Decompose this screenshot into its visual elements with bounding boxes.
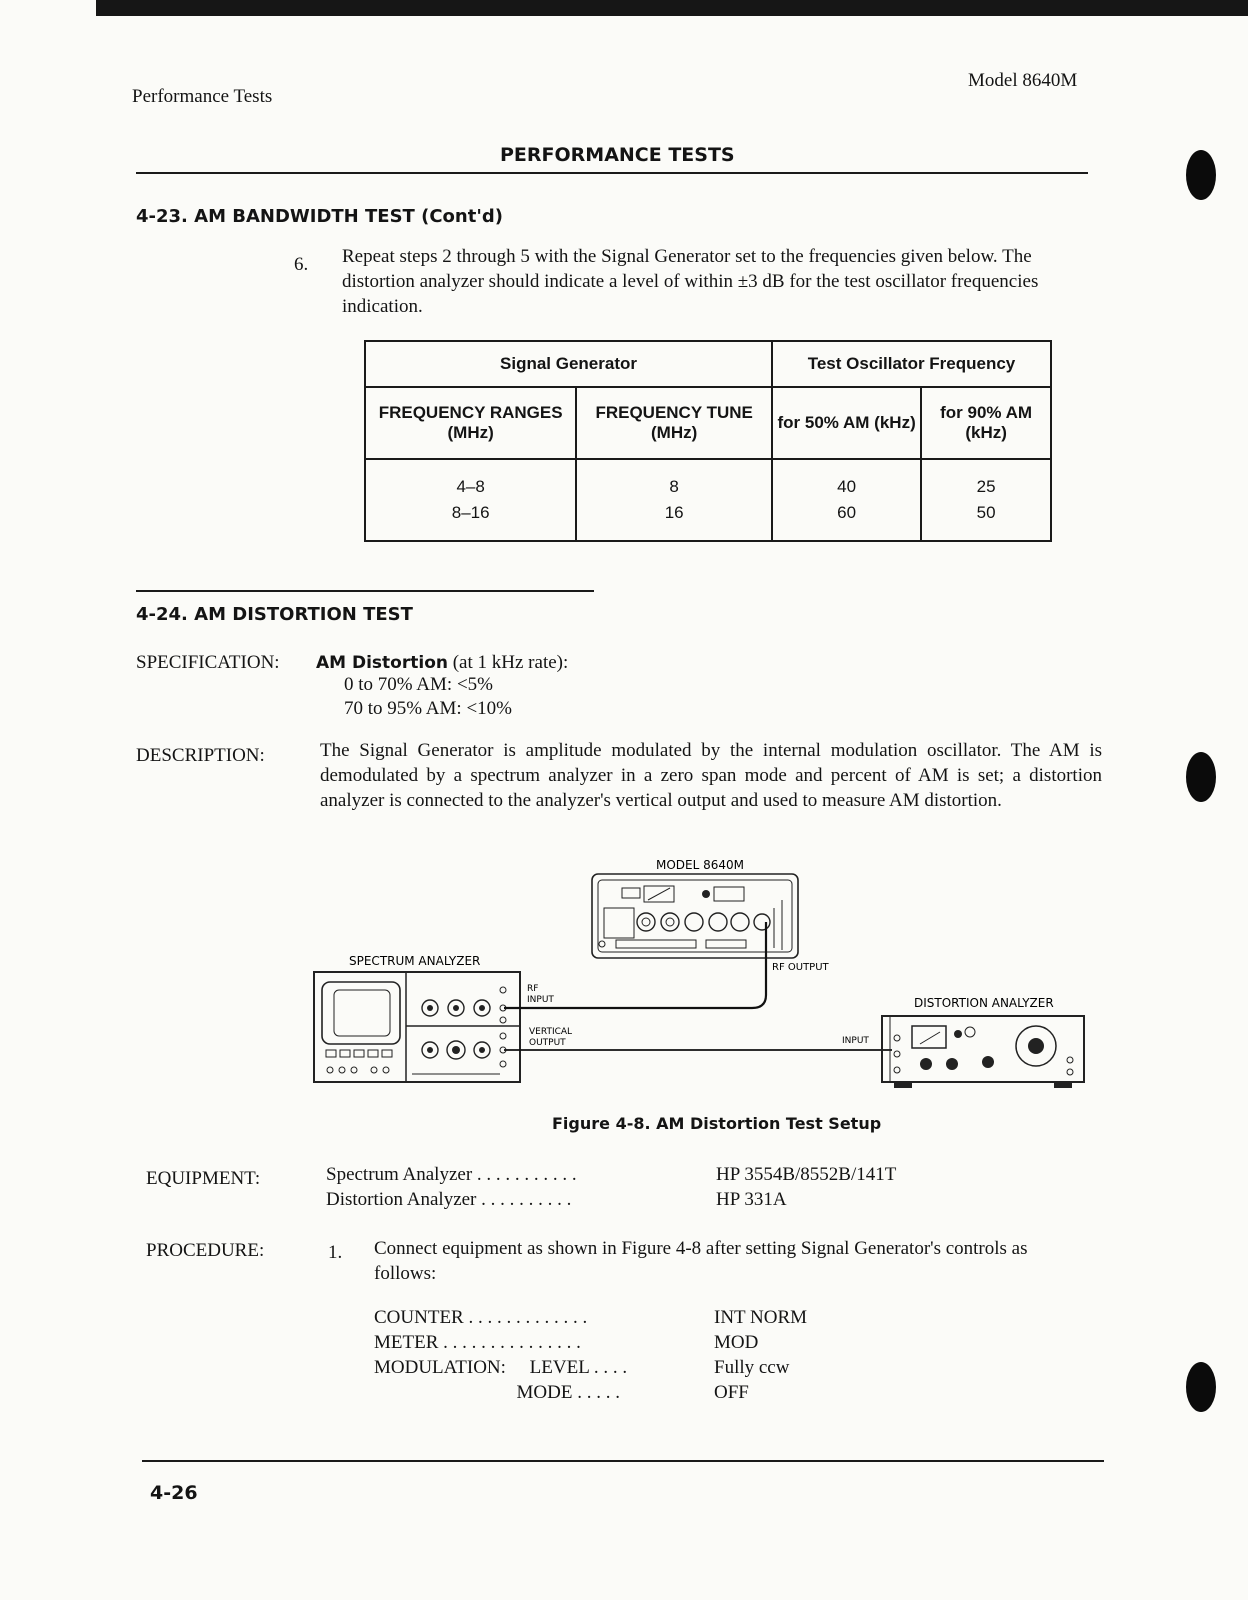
list-item	[374, 1380, 807, 1405]
control-value: INT NORM	[714, 1307, 808, 1328]
frequency-table	[364, 340, 1052, 542]
equipment-model: HP 3554B/8552B/141T	[716, 1164, 897, 1185]
page-number: 4-26	[150, 1482, 198, 1504]
equipment-list	[326, 1162, 896, 1212]
control-value: OFF	[714, 1382, 749, 1403]
table-cell: 4–8	[456, 477, 485, 496]
diagram-label-vertical: VERTICAL	[529, 1027, 573, 1037]
list-item	[374, 1305, 807, 1330]
control-value: Fully ccw	[714, 1357, 790, 1378]
table-cell: 8–16	[451, 503, 490, 522]
figure-caption: Figure 4-8. AM Distortion Test Setup	[552, 1114, 882, 1133]
diagram-label-input: INPUT	[842, 1036, 869, 1046]
spectrum-analyzer-icon	[314, 972, 520, 1082]
section-heading-4-23: 4-23. AM BANDWIDTH TEST (Cont'd)	[136, 206, 503, 227]
test-setup-diagram	[300, 850, 1100, 1110]
spec-line: 0 to 70% AM: <5%	[344, 674, 493, 695]
header-rule	[136, 172, 1088, 174]
binder-hole	[1186, 1362, 1216, 1412]
table-cell: 40	[837, 477, 857, 496]
control-settings	[374, 1305, 807, 1405]
procedure-label: PROCEDURE:	[146, 1240, 265, 1261]
table-cell: 25	[976, 477, 996, 496]
specification-rate: (at 1 kHz rate):	[447, 652, 569, 673]
table-column-header: FREQUENCY RANGES (MHz)	[365, 387, 576, 459]
diagram-label-rf-input: RF	[527, 984, 539, 994]
equipment-name: Spectrum Analyzer . . . . . . . . . . .	[326, 1164, 577, 1185]
list-item	[374, 1355, 807, 1380]
description-text: The Signal Generator is amplitude modulated by the internal modulation oscillator. The AM is demodulated by a spectrum analyzer in a zero span mode and percent of AM is set; a distortion analyzer is connected to the analyzer's vertical output and used to measure AM distortion.	[320, 740, 1102, 811]
section-heading-4-24: 4-24. AM DISTORTION TEST	[136, 604, 413, 625]
table-column-header: FREQUENCY TUNE (MHz)	[576, 387, 772, 459]
diagram-label-spectrum: SPECTRUM ANALYZER	[349, 954, 481, 968]
table-group-header: Signal Generator	[365, 341, 772, 387]
table-cell: 16	[664, 503, 684, 522]
table-group-header: Test Oscillator Frequency	[772, 341, 1051, 387]
table-row	[365, 459, 1051, 541]
step-text: Repeat steps 2 through 5 with the Signal Generator set to the frequencies given below. The distortion analyzer should indicate a level of within ±3 dB for the test oscillator frequencies indication.	[342, 246, 1039, 317]
table-cell: 8	[669, 477, 679, 496]
equipment-model: HP 331A	[716, 1189, 787, 1210]
list-item	[326, 1187, 896, 1212]
control-value: MOD	[714, 1332, 759, 1353]
control-name: MODE . . . . .	[374, 1382, 620, 1403]
procedure-step-number: 1.	[328, 1242, 343, 1263]
control-name: MODULATION: LEVEL . . . .	[374, 1357, 628, 1378]
control-name: COUNTER . . . . . . . . . . . . .	[374, 1307, 588, 1328]
table-column-header: for 90% AM (kHz)	[921, 387, 1051, 459]
table-cell: 60	[837, 503, 857, 522]
equipment-label: EQUIPMENT:	[146, 1168, 261, 1189]
binder-hole	[1186, 752, 1216, 802]
control-name: METER . . . . . . . . . . . . . . .	[374, 1332, 581, 1353]
running-header-right: Model 8640M	[968, 70, 1078, 91]
step-number: 6.	[294, 254, 309, 275]
specification-title: AM Distortion	[316, 653, 448, 673]
page-title: PERFORMANCE TESTS	[500, 144, 735, 166]
diagram-label-vertical: OUTPUT	[529, 1038, 566, 1048]
distortion-analyzer-icon	[882, 1016, 1084, 1088]
list-item	[374, 1330, 807, 1355]
footer-rule	[142, 1460, 1104, 1462]
diagram-label-rf-input: INPUT	[527, 995, 554, 1005]
list-item	[326, 1162, 896, 1187]
section-rule	[136, 590, 594, 592]
equipment-name: Distortion Analyzer . . . . . . . . . .	[326, 1189, 572, 1210]
diagram-label-rf-output: RF OUTPUT	[772, 962, 829, 973]
table-cell: 50	[976, 503, 996, 522]
procedure-step-text: Connect equipment as shown in Figure 4-8 after setting Signal Generator's controls as follows:	[374, 1238, 1028, 1284]
table-column-header: for 50% AM (kHz)	[772, 387, 921, 459]
running-header-left: Performance Tests	[132, 86, 273, 107]
specification-label: SPECIFICATION:	[136, 652, 280, 673]
binder-hole	[1186, 150, 1216, 200]
diagram-label-distortion: DISTORTION ANALYZER	[914, 996, 1054, 1010]
diagram-label-model: MODEL 8640M	[656, 858, 745, 872]
description-label: DESCRIPTION:	[136, 745, 265, 766]
spec-line: 70 to 95% AM: <10%	[344, 698, 512, 719]
scan-top-bar	[96, 0, 1248, 16]
